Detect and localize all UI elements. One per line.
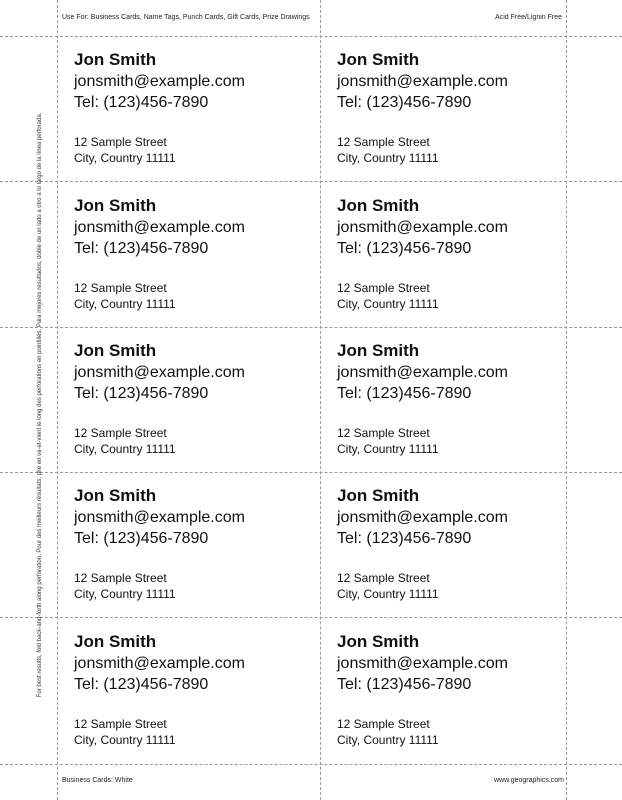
card-street: 12 Sample Street: [337, 717, 430, 731]
business-card: [74, 631, 314, 771]
card-street: 12 Sample Street: [337, 571, 430, 585]
header-use-for: Use For: Business Cards, Name Tags, Punch Cards, Gift Cards, Prize Drawings: [62, 14, 310, 21]
card-name: Jon Smith: [337, 341, 420, 360]
card-email: jonsmith@example.com: [74, 655, 245, 672]
card-street: 12 Sample Street: [74, 717, 167, 731]
card-email: jonsmith@example.com: [337, 655, 508, 672]
card-street: 12 Sample Street: [74, 281, 167, 295]
card-email: jonsmith@example.com: [337, 364, 508, 381]
card-city: City, Country 11111: [337, 297, 439, 311]
card-name: Jon Smith: [74, 632, 157, 651]
card-phone: Tel: (123)456-7890: [74, 94, 209, 111]
card-street: 12 Sample Street: [337, 281, 430, 295]
card-name: Jon Smith: [337, 50, 420, 69]
card-email: jonsmith@example.com: [337, 509, 508, 526]
card-email: jonsmith@example.com: [337, 219, 508, 236]
card-name: Jon Smith: [337, 632, 420, 651]
footer-website: www.geographics.com: [493, 777, 564, 784]
card-street: 12 Sample Street: [74, 426, 167, 440]
perforation-vertical-center: [320, 0, 321, 800]
business-card: [74, 340, 314, 480]
perforation-vertical-left: [57, 0, 58, 800]
card-street: 12 Sample Street: [337, 426, 430, 440]
card-city: City, Country 11111: [337, 151, 439, 165]
card-phone: Tel: (123)456-7890: [74, 530, 209, 547]
business-card: [337, 485, 577, 625]
header-paper-type: Acid Free/Lignin Free: [495, 14, 562, 21]
perforation-horizontal-top: [0, 36, 622, 37]
card-email: jonsmith@example.com: [74, 219, 245, 236]
card-name: Jon Smith: [74, 196, 157, 215]
footer-product-name: Business Cards: White: [62, 777, 133, 784]
card-name: Jon Smith: [337, 196, 420, 215]
card-street: 12 Sample Street: [74, 135, 167, 149]
card-city: City, Country 11111: [74, 297, 176, 311]
card-phone: Tel: (123)456-7890: [337, 240, 472, 257]
card-city: City, Country 11111: [337, 442, 439, 456]
card-street: 12 Sample Street: [74, 571, 167, 585]
card-city: City, Country 11111: [337, 587, 439, 601]
business-card: [337, 340, 577, 480]
card-street: 12 Sample Street: [337, 135, 430, 149]
card-name: Jon Smith: [337, 486, 420, 505]
business-card: [74, 485, 314, 625]
card-city: City, Country 11111: [74, 733, 176, 747]
business-card: [337, 631, 577, 771]
business-card: [74, 49, 314, 189]
card-phone: Tel: (123)456-7890: [337, 385, 472, 402]
card-phone: Tel: (123)456-7890: [337, 676, 472, 693]
card-phone: Tel: (123)456-7890: [74, 676, 209, 693]
business-card: [337, 195, 577, 335]
card-email: jonsmith@example.com: [74, 73, 245, 90]
business-card: [74, 195, 314, 335]
card-email: jonsmith@example.com: [74, 509, 245, 526]
card-phone: Tel: (123)456-7890: [337, 94, 472, 111]
card-phone: Tel: (123)456-7890: [74, 240, 209, 257]
card-city: City, Country 11111: [337, 733, 439, 747]
card-city: City, Country 11111: [74, 442, 176, 456]
card-city: City, Country 11111: [74, 151, 176, 165]
card-email: jonsmith@example.com: [337, 73, 508, 90]
business-card: [337, 49, 577, 189]
card-name: Jon Smith: [74, 341, 157, 360]
card-phone: Tel: (123)456-7890: [74, 385, 209, 402]
card-name: Jon Smith: [74, 50, 157, 69]
fold-instructions: For best results, fold back-and-forth along perforation. Pour des meilleurs résultats, plié en va-et-vient le long des perforations en pointillés. Para mejores resultados, doble de un lado a otro a lo largo de la línea perforada.: [37, 112, 43, 698]
card-email: jonsmith@example.com: [74, 364, 245, 381]
card-city: City, Country 11111: [74, 587, 176, 601]
card-phone: Tel: (123)456-7890: [337, 530, 472, 547]
card-name: Jon Smith: [74, 486, 157, 505]
